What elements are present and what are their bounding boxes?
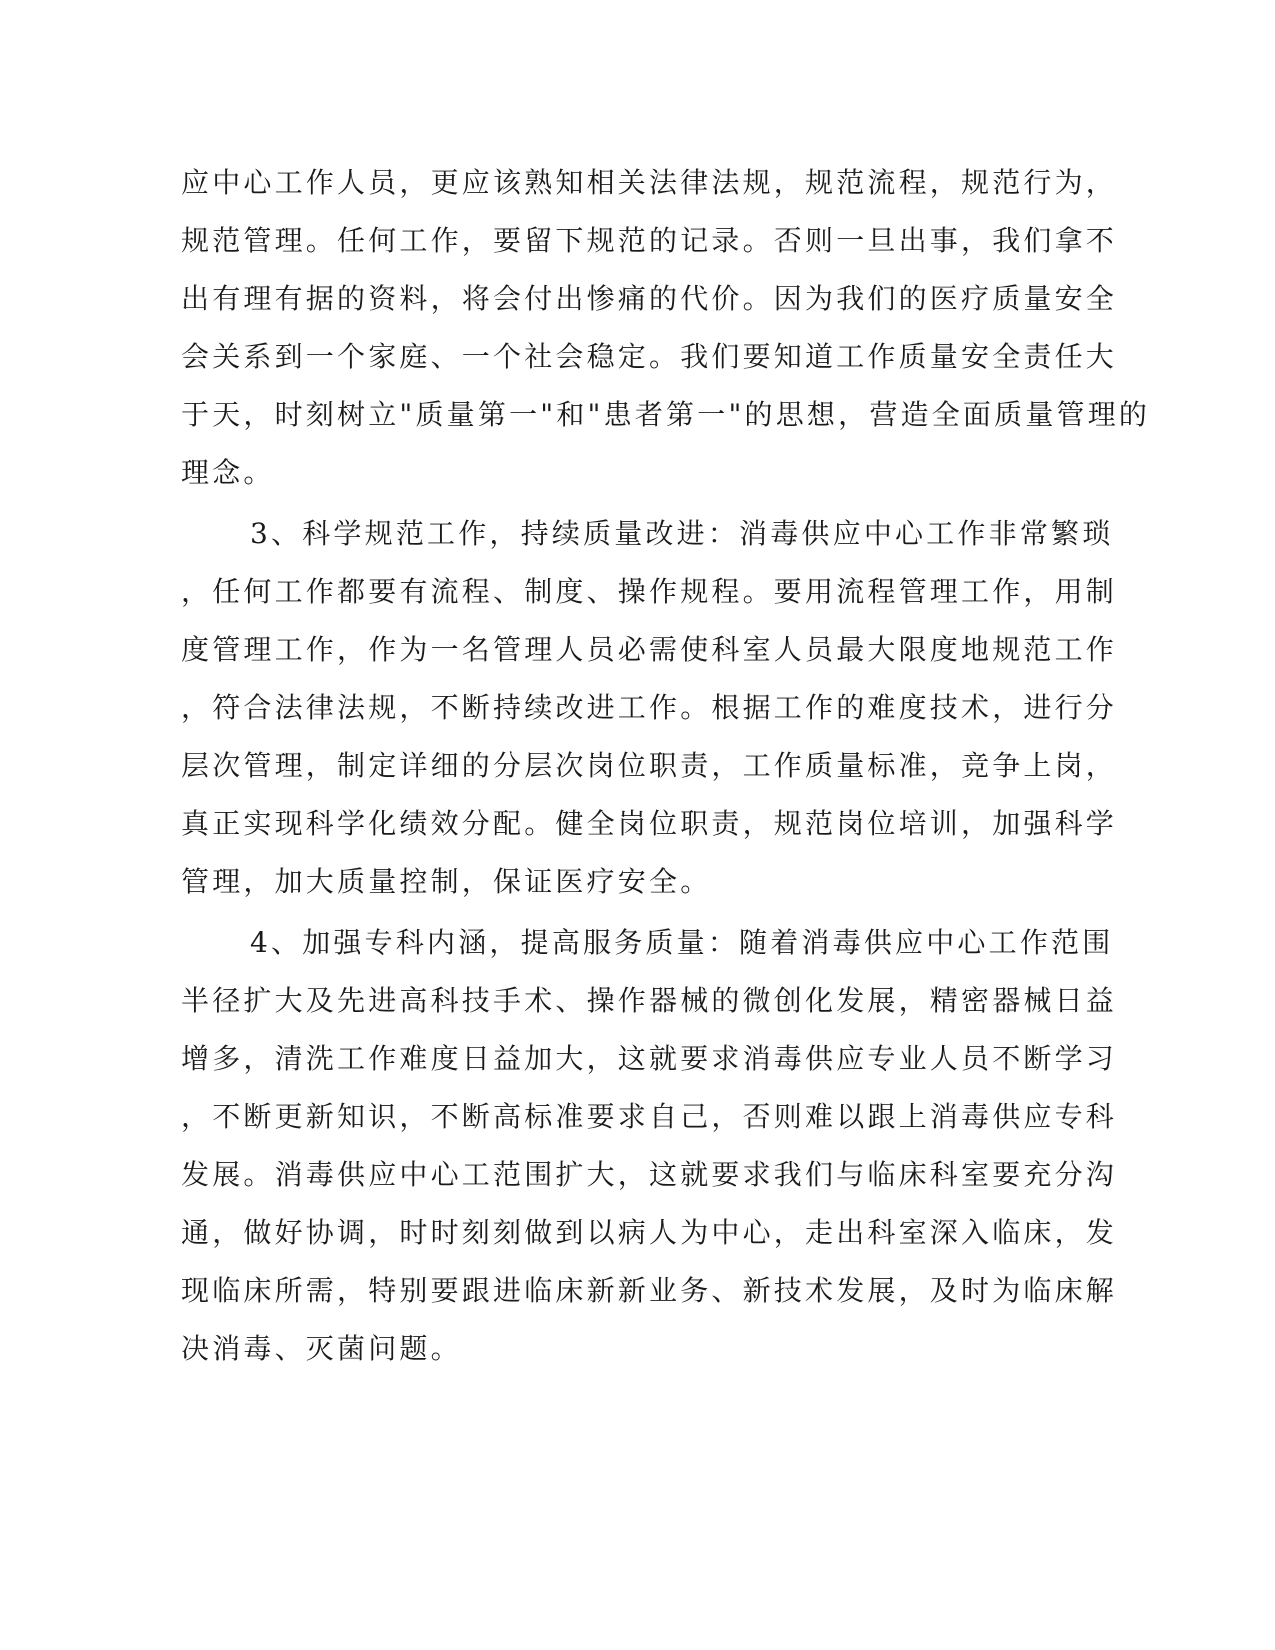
text-line: 会关系到一个家庭、一个社会稳定。我们要知道工作质量安全责任大 [181,340,1118,373]
text-line: 增多，清洗工作难度日益加大，这就要求消毒供应专业人员不断学习 [181,1042,1118,1075]
text-line: 层次管理，制定详细的分层次岗位职责，工作质量标准，竞争上岗， [181,749,1118,782]
text-line: 发展。消毒供应中心工范围扩大，这就要求我们与临床科室要充分沟 [181,1158,1118,1191]
text-line: ，任何工作都要有流程、制度、操作规程。要用流程管理工作，用制 [181,575,1118,608]
text-line: 出有理有据的资料，将会付出惨痛的代价。因为我们的医疗质量安全 [181,282,1118,315]
paragraph-3-heading-line: 3、科学规范工作，持续质量改进：消毒供应中心工作非常繁琐 [250,517,1114,550]
paragraph-4-heading-line: 4、加强专科内涵，提高服务质量：随着消毒供应中心工作范围 [250,926,1114,959]
text-line: 现临床所需，特别要跟进临床新新业务、新技术发展，及时为临床解 [181,1274,1118,1307]
text-line: 理念。 [181,456,275,489]
text-line: 应中心工作人员，更应该熟知相关法律法规，规范流程，规范行为， [181,166,1118,199]
text-line: 半径扩大及先进高科技手术、操作器械的微创化发展，精密器械日益 [181,984,1118,1017]
text-line: 规范管理。任何工作，要留下规范的记录。否则一旦出事，我们拿不 [181,224,1118,257]
text-line: ，符合法律法规，不断持续改进工作。根据工作的难度技术，进行分 [181,691,1118,724]
text-line: 于天，时刻树立"质量第一"和"患者第一"的思想，营造全面质量管理的 [181,398,1151,431]
text-line: 决消毒、灭菌问题。 [181,1332,462,1365]
text-line: ，不断更新知识，不断高标准要求自己，否则难以跟上消毒供应专科 [181,1100,1118,1133]
text-line: 管理，加大质量控制，保证医疗安全。 [181,865,712,898]
text-line: 度管理工作，作为一名管理人员必需使科室人员最大限度地规范工作 [181,633,1118,666]
text-line: 真正实现科学化绩效分配。健全岗位职责，规范岗位培训，加强科学 [181,807,1118,840]
text-line: 通，做好协调，时时刻刻做到以病人为中心，走出科室深入临床，发 [181,1216,1118,1249]
